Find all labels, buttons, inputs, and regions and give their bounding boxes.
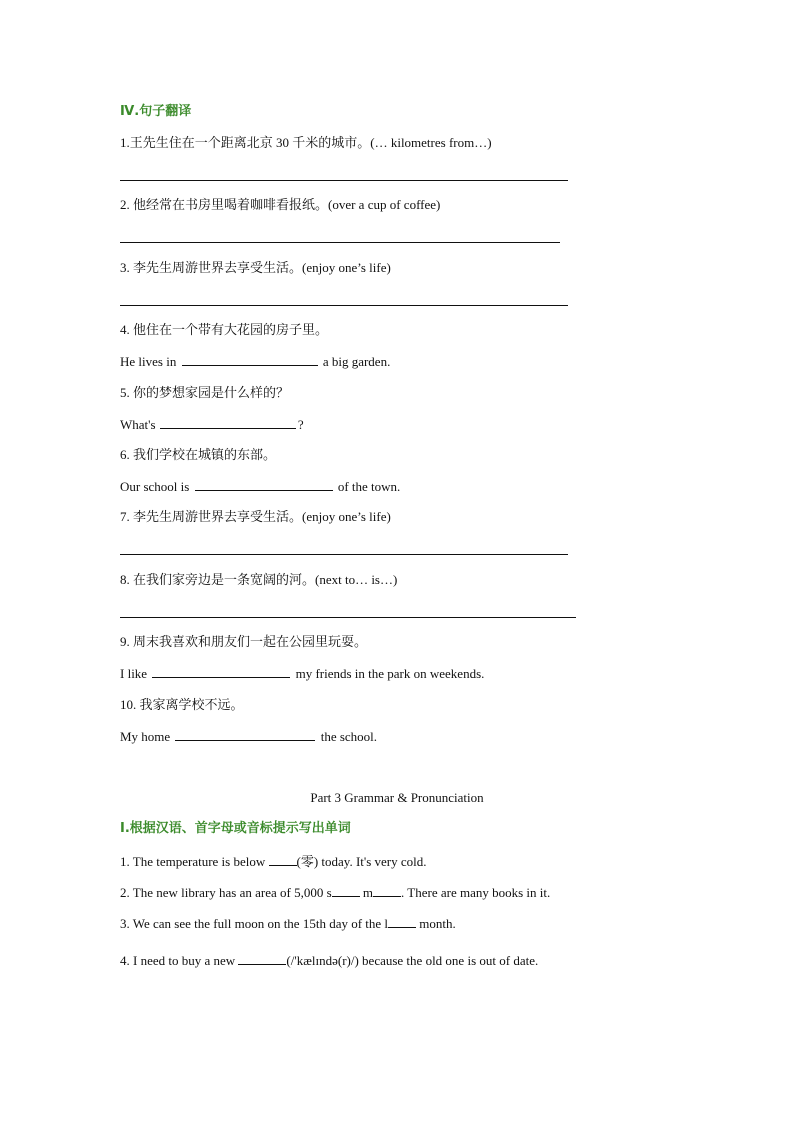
item-1-blank[interactable] — [269, 853, 297, 866]
item-4-blank[interactable] — [238, 952, 286, 965]
question-8: 8. 在我们家旁边是一条宽阔的河。(next to… is…) — [120, 572, 398, 587]
question-5: 5. 你的梦想家园是什么样的？ — [120, 385, 290, 400]
item-4-suffix: (/'kælɪndə(r)/) because the old one is out of date. — [286, 953, 539, 968]
q9-suffix: my friends in the park on weekends. — [295, 666, 485, 681]
q4-blank[interactable] — [182, 353, 318, 366]
q9-prefix: I like — [120, 666, 148, 681]
item-2-suffix: . There are many books in it. — [401, 885, 551, 900]
item-4 — [120, 952, 538, 969]
question-1: 1.王先生住在一个距离北京 30 千米的城市。(… kilometres from…) — [120, 135, 492, 150]
question-7: 7. 李先生周游世界去享受生活。(enjoy one’s life) — [120, 509, 391, 524]
answer-line-3[interactable] — [120, 305, 568, 306]
item-1-prefix: 1. The temperature is below — [120, 854, 266, 869]
part-3-title: Part 3 Grammar & Pronunciation — [310, 790, 484, 805]
q5-prefix: What's — [120, 417, 156, 432]
item-1 — [120, 853, 427, 870]
q6-blank[interactable] — [195, 478, 333, 491]
question-10-sentence — [120, 728, 377, 745]
q6-suffix: of the town. — [337, 479, 401, 494]
question-4: 4. 他住在一个带有大花园的房子里。 — [120, 322, 329, 337]
question-5-sentence — [120, 416, 304, 433]
question-9-sentence — [120, 665, 484, 682]
question-2: 2. 他经常在书房里喝着咖啡看报纸。(over a cup of coffee) — [120, 197, 441, 212]
answer-line-7[interactable] — [120, 554, 568, 555]
question-6-sentence — [120, 478, 400, 495]
section-heading-translation: Ⅳ.句子翻译 — [120, 104, 192, 119]
item-3-blank[interactable] — [388, 915, 416, 928]
question-6: 6. 我们学校在城镇的东部。 — [120, 447, 277, 462]
item-2-prefix: 2. The new library has an area of 5,000 s — [120, 885, 332, 900]
q10-suffix: the school. — [320, 729, 378, 744]
q5-blank[interactable] — [160, 416, 296, 429]
question-4-sentence — [120, 353, 390, 370]
item-3-prefix: 3. We can see the full moon on the 15th day of the l — [120, 916, 389, 931]
item-4-prefix: 4. I need to buy a new — [120, 953, 236, 968]
item-2-blank-2[interactable] — [373, 884, 401, 897]
item-2-mid: m — [362, 885, 374, 900]
q4-prefix: He lives in — [120, 354, 177, 369]
q5-suffix: ? — [297, 417, 304, 432]
q10-prefix: My home — [120, 729, 171, 744]
item-3-suffix: month. — [419, 916, 456, 931]
q10-blank[interactable] — [175, 728, 315, 741]
question-9: 9. 周末我喜欢和朋友们一起在公园里玩耍。 — [120, 634, 368, 649]
q9-blank[interactable] — [152, 665, 290, 678]
answer-line-2[interactable] — [120, 242, 560, 243]
question-10: 10. 我家离学校不远。 — [120, 697, 244, 712]
q4-suffix: a big garden. — [322, 354, 391, 369]
answer-line-1[interactable] — [120, 180, 568, 181]
answer-line-8[interactable] — [120, 617, 576, 618]
section-heading-word-hints: Ⅰ.根据汉语、首字母或音标提示写出单词 — [120, 821, 351, 836]
item-3 — [120, 915, 456, 932]
item-2 — [120, 884, 550, 901]
item-1-suffix: (零) today. It's very cold. — [296, 854, 427, 869]
q6-prefix: Our school is — [120, 479, 190, 494]
question-3: 3. 李先生周游世界去享受生活。(enjoy one’s life) — [120, 260, 391, 275]
item-2-blank-1[interactable] — [332, 884, 360, 897]
